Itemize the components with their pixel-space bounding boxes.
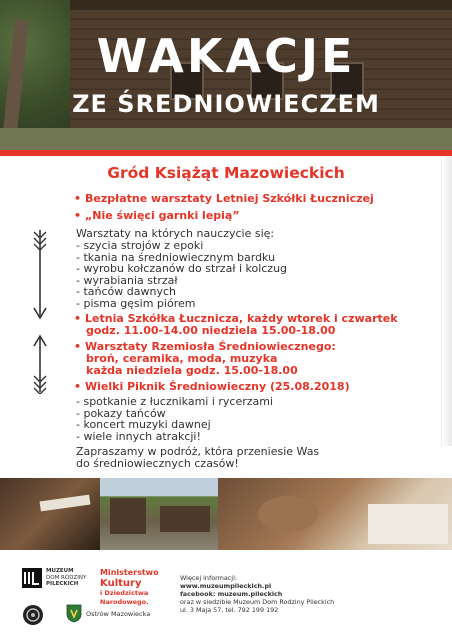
facebook-link[interactable]: facebook: muzeum.pileckich: [180, 590, 283, 598]
archer-photo: [0, 478, 100, 550]
photo-strip: [0, 478, 452, 550]
poster-subtitle: ZE ŚREDNIOWIECZEM: [72, 90, 380, 118]
museum-logo-line: DOM RODZINY: [46, 574, 87, 581]
picnic-item: - pokazy tańców: [76, 407, 166, 420]
museum-logo-line: MUZEUM: [46, 568, 74, 574]
ministry-line: Ministerstwo: [100, 568, 159, 577]
ministry-line: Kultury: [100, 577, 142, 589]
seal-logo-icon: [22, 604, 44, 626]
workshop-item: - pisma gęsim piórem: [76, 297, 196, 310]
website-link[interactable]: www.muzeumpileckich.pl: [180, 582, 272, 590]
schedule-crafts-topics: broń, ceramika, moda, muzyka: [86, 352, 278, 365]
ministry-line: Narodowego.: [100, 598, 149, 606]
picnic-item: - spotkanie z łucznikami i rycerzami: [76, 395, 274, 408]
picnic-item: - koncert muzyki dawnej: [76, 418, 211, 431]
pottery-photo: [218, 478, 452, 550]
ministry-logo: [100, 568, 159, 608]
highlight-pottery: • „Nie święci garnki lepią”: [74, 209, 240, 222]
closing-line: Zapraszamy w podróż, która przeniesie Was: [76, 445, 320, 458]
contact-info: [180, 574, 334, 614]
workshops-intro: Warsztaty na których nauczycie się:: [76, 227, 275, 240]
info-label: Więcej informacji:: [180, 574, 237, 582]
workshop-item: - wyrobu kołczanów do strzał i kolczug: [76, 262, 288, 275]
ministry-line: i Dziedzictwa: [100, 588, 149, 597]
arrow-down-icon: [32, 228, 48, 320]
header-photo: [0, 0, 452, 150]
schedule-archery: • Letnia Szkółka Łucznicza, każdy wtorek i czwartek: [74, 312, 398, 325]
paper-shape: [368, 504, 448, 544]
closing-line: do średniowiecznych czasów!: [76, 457, 239, 470]
schedule-crafts: • Warsztaty Rzemiosła Średniowiecznego:: [74, 340, 336, 353]
workshop-item: - tańców dawnych: [76, 285, 176, 298]
highlight-workshops: • Bezpłatne warsztaty Letniej Szkółki Łuczniczej: [74, 192, 374, 205]
arrow-up-icon: [32, 334, 48, 394]
museum-logo-line: PILECKICH: [46, 581, 79, 587]
museum-logo-icon: [22, 568, 42, 588]
city-name: Ostrów Mazowiecka: [86, 610, 151, 618]
picnic-item: - wiele innych atrakcji!: [76, 430, 201, 443]
workshop-item: - szycia strojów z epoki: [76, 239, 204, 252]
schedule-archery-hours: godz. 11.00-14.00 niedziela 15.00-18.00: [86, 324, 336, 337]
hut-shape: [110, 498, 146, 534]
hut-shape: [160, 506, 210, 532]
pot-shape: [258, 496, 318, 532]
bow-shape: [40, 495, 91, 512]
place-title: Gród Książąt Mazowieckich: [107, 164, 345, 182]
address-line: ul. 3 Maja 57, tel. 792 199 192: [180, 606, 279, 614]
museum-logo-text: [46, 568, 86, 588]
poster-title: WAKACJE: [96, 29, 356, 83]
schedule-crafts-hours: każda niedziela godz. 15.00-18.00: [86, 364, 298, 377]
page-edge-shadow: [441, 156, 452, 446]
schedule-picnic: • Wielki Piknik Średniowieczny (25.08.2018): [74, 380, 350, 393]
workshop-item: - wyrabiania strzał: [76, 274, 178, 287]
address-line: oraz w siedzibie Muzeum Dom Rodziny Pileckich: [180, 598, 335, 606]
workshop-item: - tkania na średniowiecznym bardku: [76, 251, 276, 264]
village-photo: [100, 478, 218, 550]
city-crest-icon: [66, 604, 82, 623]
red-divider: [0, 150, 452, 156]
